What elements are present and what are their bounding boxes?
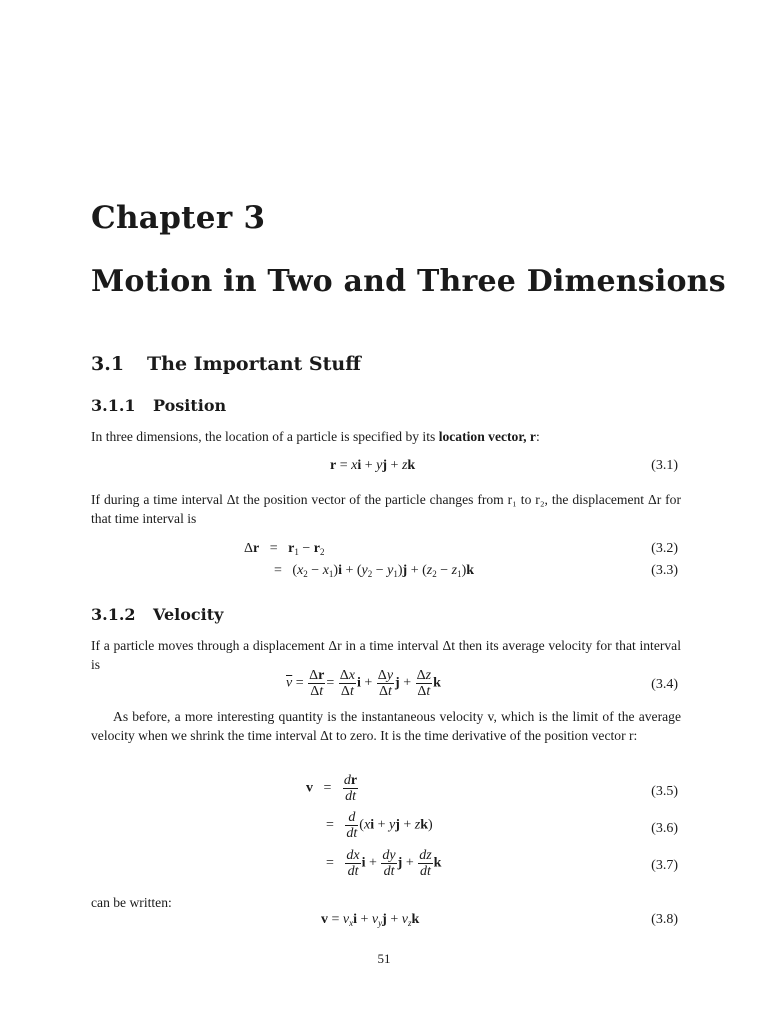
paragraph-can-be-written: can be written: bbox=[91, 895, 172, 910]
equation-3-7: = $\frac{dx}{dt}$ i + $\frac{dy}{dt}$ j + $\frac{dz}{dt}$ k bbox=[326, 848, 442, 879]
paragraph-instantaneous-velocity: As before, a more interesting quantity is the instantaneous velocity v, which is the limit of the average velocity when we shrink the time interval Δt to zero. It is the time derivative of the position vector r: bbox=[91, 709, 681, 743]
section-heading bbox=[91, 353, 361, 375]
equation-3-3: = $(x_2 - x_1)i + (y_2 - y_1)j + (z_2 - z_1)k$ bbox=[274, 563, 475, 579]
subsection-number: 3.1.2 bbox=[91, 605, 136, 624]
equation-number: (3.2) bbox=[651, 541, 678, 556]
chapter-number: Chapter 3 bbox=[91, 200, 266, 236]
subsection-number: 3.1.1 bbox=[91, 396, 136, 415]
page-number: 51 bbox=[377, 951, 391, 966]
paragraph-displacement: If during a time interval Δt the position vector of the particle changes from r₁ to r₂, the displacement Δr for that time interval is bbox=[91, 492, 681, 526]
paragraph-average-velocity: If a particle moves through a displacement Δr in a time interval Δt then its average velocity for that interval is bbox=[91, 638, 681, 672]
subsection-title: Velocity bbox=[153, 605, 224, 624]
equation-3-5: v = $\frac{dr}{dt}$ bbox=[306, 773, 358, 804]
paragraph-text-end: : bbox=[535, 429, 540, 444]
section-title: The Important Stuff bbox=[147, 353, 361, 375]
equation-number: (3.1) bbox=[651, 458, 678, 473]
equation-3-8: $v = v_xi + v_yj + v_zk$ bbox=[321, 912, 420, 928]
equation-number: (3.6) bbox=[651, 821, 678, 836]
subsection-heading-position bbox=[91, 396, 226, 415]
equation-3-6: = $\frac{d}{dt}$ (xi + yj + zk) bbox=[326, 810, 433, 841]
equation-3-1: r = xi + yj + zk bbox=[330, 458, 416, 473]
bold-term: location vector, r bbox=[438, 429, 536, 444]
equation-number: (3.7) bbox=[651, 858, 678, 873]
equation-3-4: $\overline{v}$ = $\frac{\Delta r}{\Delta t}$ = $\frac{\Delta x}{\Delta t}$ i + $\frac{\Delta y}{\Delta t}$ j + $\frac{\Delta z}{\Delta t}$ k bbox=[286, 668, 441, 699]
paragraph-position-intro bbox=[91, 427, 681, 446]
equation-number: (3.5) bbox=[651, 784, 678, 799]
chapter-title: Motion in Two and Three Dimensions bbox=[91, 264, 726, 299]
equation-number: (3.8) bbox=[651, 912, 678, 927]
subsection-heading-velocity bbox=[91, 605, 223, 624]
section-number: 3.1 bbox=[91, 353, 125, 375]
equation-3-2: $\Delta r = r_1 - r_2$ bbox=[244, 541, 325, 557]
paragraph-text: In three dimensions, the location of a particle is specified by its bbox=[91, 429, 439, 444]
subsection-title: Position bbox=[153, 396, 227, 415]
equation-number: (3.4) bbox=[651, 677, 678, 692]
equation-number: (3.3) bbox=[651, 563, 678, 578]
